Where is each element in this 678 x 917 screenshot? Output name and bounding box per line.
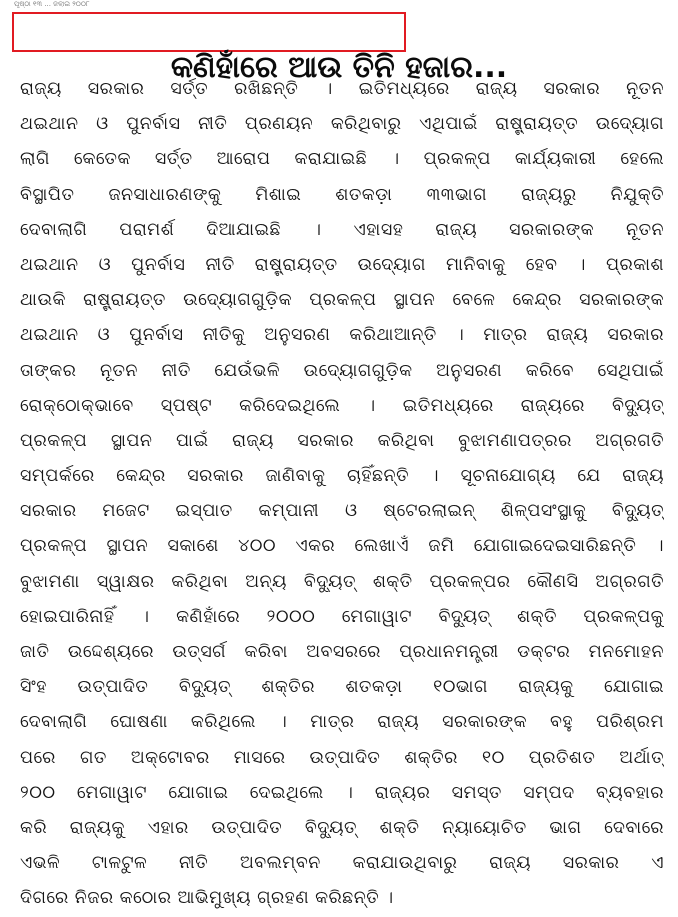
article-line: ୨୦୦ ମେଗାୱାଟ ଯୋଗାଇ ଦେଇଥିଲେ । ରାଜ୍ୟର ସମସ୍ତ ସମ୍ପଦ ବ୍ୟବହାର (20, 782, 664, 803)
article-line: ଥଇଥାନ ଓ ପୁନର୍ବାସ ନୀତିକୁ ଅନୁସରଣ କରିଥାଆନ୍ତି । ମାତ୍ର ରାଜ୍ୟ ସରକାର (20, 325, 664, 346)
article-line: ଦିଗରେ ନିଜର କଠୋର ଆଭିମୁଖ୍ୟ ଗ୍ରହଣ କରିଛନ୍ତି । (20, 888, 394, 909)
article-line: ରାଜ୍ୟ ସରକାର ସର୍ତ୍ତ ରଖିଛନ୍ତି । ଇତିମଧ୍ୟରେ ରାଜ୍ୟ ସରକାର ନୂତନ (20, 79, 664, 99)
article-line: ଜାତି ଉଦ୍ଦେଶ୍ୟରେ ଉତ୍ସର୍ଗ କରିବା ଅବସରରେ ପ୍ରଧାନମନ୍ତ୍ରୀ ଡକ୍ଟର ମନମୋହନ (20, 642, 664, 662)
selection-highlight-box (12, 12, 406, 52)
article-line: ସିଂହ ଉତ୍ପାଦିତ ବିଦ୍ୟୁତ୍ ଶକ୍ତିର ଶତକଡ଼ା ୧୦ଭାଗ ରାଜ୍ୟକୁ ଯୋଗାଇ (20, 677, 664, 698)
article-headline: କଣିହାଁରେ ଆଉ ତିନି ହଜାର... (170, 50, 508, 86)
article-line: ସରକାର ମଜେଟ ଇସ୍ପାତ କମ୍ପାନୀ ଓ ଷ୍ଟେରଲାଇନ୍ ଶିଳ୍ପସଂସ୍ଥାକୁ ବିଦ୍ୟୁତ୍ (20, 501, 664, 522)
article-line: ପ୍ରକଳ୍ପ ସ୍ଥାପନ ସକାଶେ ୪୦୦ ଏକର ଲେଖାଏଁ ଜମି ଯୋଗାଇଦେଇସାରିଛନ୍ତି । (20, 536, 664, 557)
article-line: ଦେବାଲାଗି ପରାମର୍ଶ ଦିଆଯାଇଛି । ଏହାସହ ରାଜ୍ୟ ସରକାରଙ୍କ ନୂତନ (20, 219, 664, 240)
article-line: ଥଇଥାନ ଓ ପୁନର୍ବାସ ନୀତି ପ୍ରଣୟନ କରିଥିବାରୁ ଏଥିପାଇଁ ରାଷ୍ଟ୍ରାୟତ୍ତ ଉଦ୍ୟୋଗ (20, 114, 664, 135)
article-line: ବିସ୍ଥାପିତ ଜନସାଧାରଣଙ୍କୁ ମିଶାଇ ଶତକଡ଼ା ୩୩ଭାଗ ରାଜ୍ୟରୁ ନିଯୁକ୍ତି (20, 184, 664, 205)
article-line: ଲାଗି କେତେକ ସର୍ତ୍ତ ଆରୋପ କରାଯାଇଛି । ପ୍ରକଳ୍ପ କାର୍ଯ୍ୟକାରୀ ହେଲେ (20, 149, 664, 170)
article-body (20, 72, 664, 917)
article-line: ଥଇଥାନ ଓ ପୁନର୍ବାସ ନୀତି ରାଷ୍ଟ୍ରାୟତ୍ତ ଉଦ୍ୟୋଗ ମାନିବାକୁ ହେବ । ପ୍ରକାଶ (20, 254, 664, 275)
article-line: କରି ରାଜ୍ୟକୁ ଏହାର ଉତ୍ପାଦିତ ବିଦ୍ୟୁତ୍ ଶକ୍ତି ନ୍ୟାୟୋଚିତ ଭାଗ ଦେବାରେ (20, 817, 664, 838)
article-line: ବୁଝାମଣା ସ୍ୱାକ୍ଷର କରିଥିବା ଅନ୍ୟ ବିଦ୍ୟୁତ୍ ଶକ୍ତି ପ୍ରକଳ୍ପର କୌଣସି ଅଗ୍ରଗତି (20, 571, 664, 592)
clipped-header-strip: ପୃଷ୍ଠା ୧୩ ... ଜଲାଇ ୨୦୦୮ (14, 0, 90, 8)
article-line: ଦେବାଲାଗି ଘୋଷଣା କରିଥିଲେ । ମାତ୍ର ରାଜ୍ୟ ସରକାରଙ୍କ ବହୁ ପରିଶ୍ରମ (20, 712, 664, 733)
article-line: ପରେ ଗତ ଅକ୍ଟୋବର ମାସରେ ଉତ୍ପାଦିତ ଶକ୍ତିର ୧୦ ପ୍ରତିଶତ ଅର୍ଥାତ୍ (20, 747, 664, 768)
article-line: ଏଭଳି ଟାଳଟୁଳ ନୀତି ଅବଲମ୍ବନ କରାଯାଉଥିବାରୁ ରାଜ୍ୟ ସରକାର ଏ (20, 853, 664, 874)
article-line: ହୋଇପାରିନାହିଁ । କଣିହାଁରେ ୨୦୦୦ ମେଗାୱାଟ ବିଦ୍ୟୁତ୍ ଶକ୍ତି ପ୍ରକଳ୍ପକୁ (20, 606, 664, 627)
article-line: ଥାଉକି ରାଷ୍ଟ୍ରାୟତ୍ତ ଉଦ୍ୟୋଗଗୁଡ଼ିକ ପ୍ରକଳ୍ପ ସ୍ଥାପନ ବେଳେ କେନ୍ଦ୍ର ସରକାରଙ୍କ (20, 290, 664, 311)
article-line: ରୋକ୍‌ଠୋକ୍‌ଭାବେ ସ୍ପଷ୍ଟ କରିଦେଇଥିଲେ । ଇତିମଧ୍ୟରେ ରାଜ୍ୟରେ ବିଦ୍ୟୁତ୍ (20, 395, 664, 416)
article-line: ପ୍ରକଳ୍ପ ସ୍ଥାପନ ପାଇଁ ରାଜ୍ୟ ସରକାର କରିଥିବା ବୁଝାମଣାପତ୍ରର ଅଗ୍ରଗତି (20, 430, 664, 451)
article-line: ତାଙ୍କର ନୂତନ ନୀତି ଯେଉଁଭଳି ଉଦ୍ୟୋଗଗୁଡ଼ିକ ଅନୁସରଣ କରିବେ ସେଥିପାଇଁ (20, 360, 664, 381)
article-line: ସମ୍ପର୍କରେ କେନ୍ଦ୍ର ସରକାର ଜାଣିବାକୁ ଚାହିଁଛନ୍ତି । ସୂଚନାଯୋଗ୍ୟ ଯେ ରାଜ୍ୟ (20, 466, 664, 487)
